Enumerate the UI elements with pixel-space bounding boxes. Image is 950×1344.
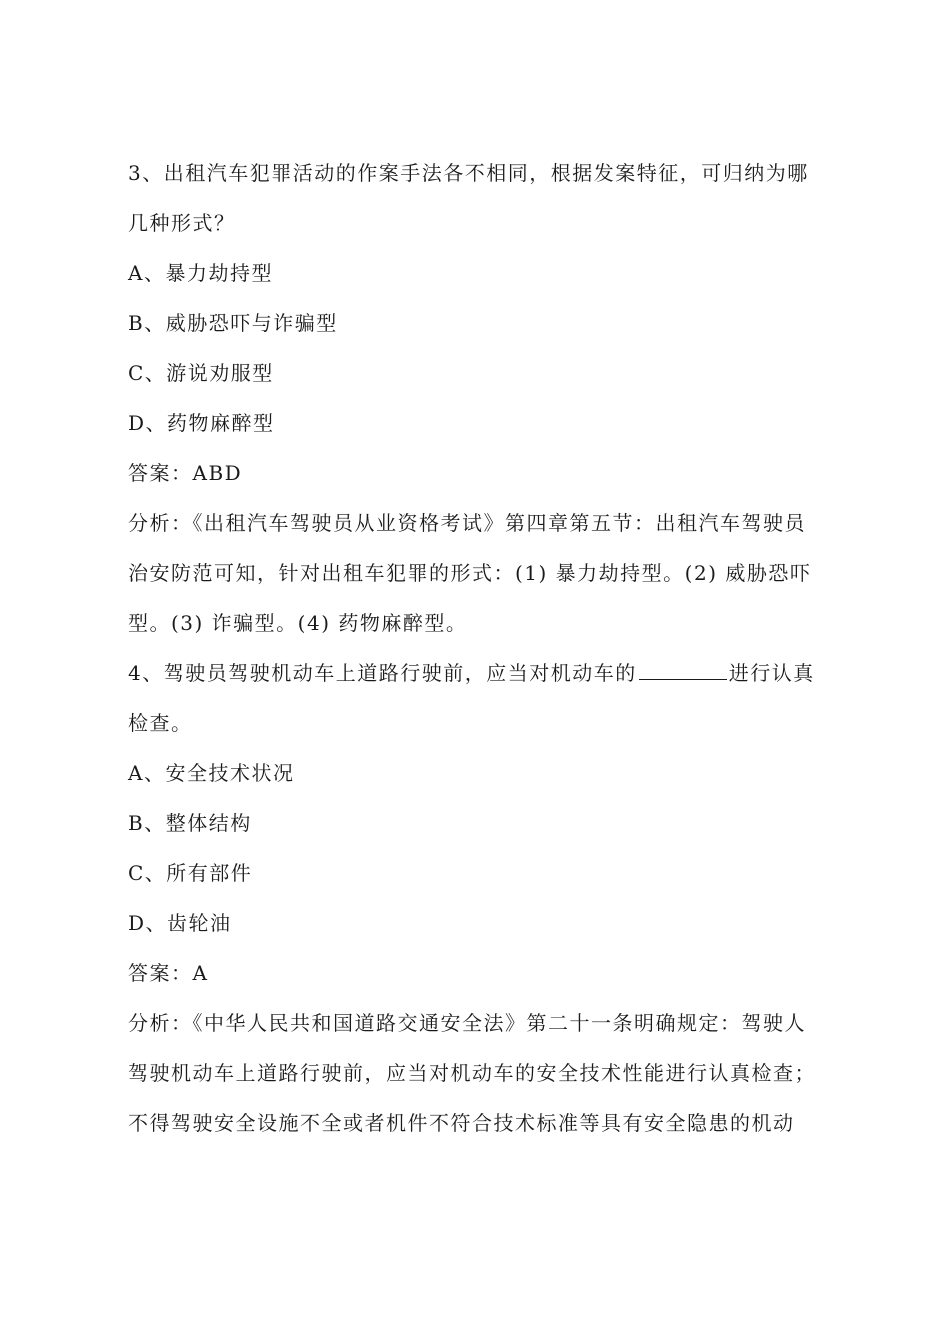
question-3-option-b: B、威胁恐吓与诈骗型 [128, 311, 338, 335]
question-4-option-c: C、所有部件 [128, 861, 253, 885]
question-4-analysis-line-2: 驾驶机动车上道路行驶前，应当对机动车的安全技术性能进行认真检查； [128, 1061, 816, 1085]
question-4-option-a: A、安全技术状况 [128, 761, 295, 785]
question-3-option-c: C、游说劝服型 [128, 361, 274, 385]
question-3-analysis-line-1: 分析：《出租汽车驾驶员从业资格考试》第四章第五节：出租汽车驾驶员 [128, 511, 806, 535]
question-4-stem-before-blank: 4、驾驶员驾驶机动车上道路行驶前，应当对机动车的 [128, 661, 637, 685]
document-page [128, 148, 838, 1148]
question-4-option-d: D、齿轮油 [128, 911, 232, 935]
question-4-stem-after-blank: 进行认真 [728, 661, 815, 685]
question-3-answer: 答案：ABD [128, 461, 243, 485]
question-4-answer: 答案：A [128, 961, 209, 985]
question-4-option-b: B、整体结构 [128, 811, 252, 835]
question-3-analysis-line-3: 型。(3) 诈骗型。(4) 药物麻醉型。 [128, 611, 468, 635]
fill-in-blank [639, 665, 727, 680]
question-3-stem-line-2: 几种形式？ [128, 211, 236, 235]
question-4-stem-line-1 [128, 648, 838, 698]
question-3-stem-line-1: 3、出租汽车犯罪活动的作案手法各不相同，根据发案特征，可归纳为哪 [128, 161, 809, 185]
question-4-stem-line-2: 检查。 [128, 711, 193, 735]
question-4-analysis-line-3: 不得驾驶安全设施不全或者机件不符合技术标准等具有安全隐患的机动 [128, 1111, 795, 1135]
question-3-analysis-line-2: 治安防范可知，针对出租车犯罪的形式：(1) 暴力劫持型。(2) 威胁恐吓 [128, 561, 812, 585]
question-4-analysis-line-1: 分析：《中华人民共和国道路交通安全法》第二十一条明确规定：驾驶人 [128, 1011, 806, 1035]
question-3-option-a: A、暴力劫持型 [128, 261, 273, 285]
question-3-option-d: D、药物麻醉型 [128, 411, 275, 435]
